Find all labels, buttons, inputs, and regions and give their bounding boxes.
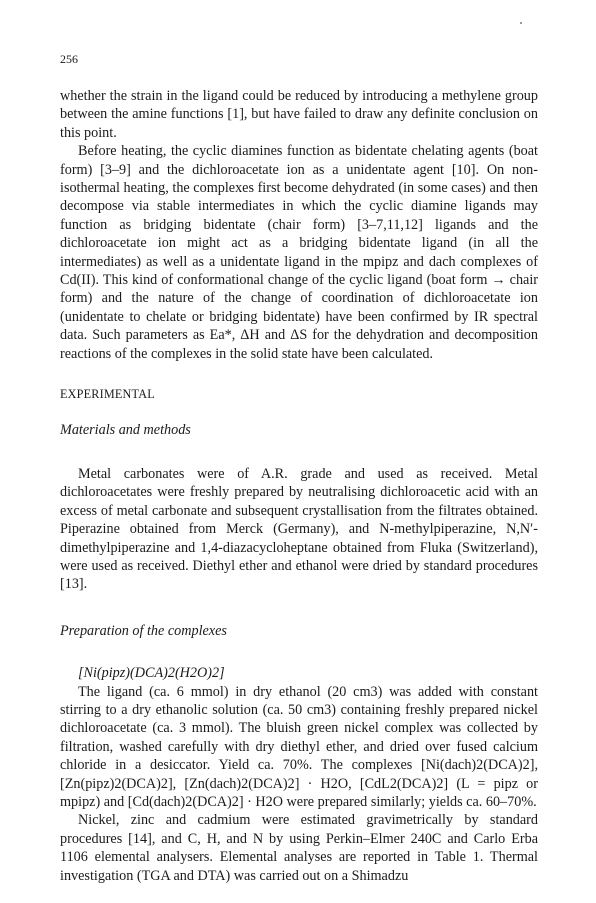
page-number: 256 bbox=[60, 52, 78, 66]
analysis-paragraph: Nickel, zinc and cadmium were estimated gravimetrically by standard procedures [14], and C, H, and N by using Perkin–Elmer 240C and Carlo Erba 1106 elemental analysers. Elemental analyses are reported in Table 1. Thermal investigation (TGA and DTA) was carried out on a Shimadzu bbox=[60, 812, 538, 884]
article-body bbox=[60, 87, 538, 885]
materials-paragraph: Metal carbonates were of A.R. grade and used as received. Metal dichloroacetates were freshly prepared by neutralising dichloroacetic acid with an excess of metal carbonate and subsequent crystallisation from the filtrates obtained. Piperazine obtained from Merck (Germany), and N-methylpiperazine, N,N′-dimethylpiperazine and 1,4-diazacycloheptane obtained from Fluka (Switzerland), were used as received. Diethyl ether and ethanol were dried by standard procedures [13]. bbox=[60, 465, 538, 593]
preparation-heading: Preparation of the complexes bbox=[60, 622, 227, 639]
materials-methods-heading: Materials and methods bbox=[60, 421, 191, 438]
print-speck bbox=[520, 22, 522, 24]
intro-paragraph-continued: whether the strain in the ligand could be reduced by introducing a methylene group between the amine functions [1], but have failed to draw any definite conclusion on this point. bbox=[60, 88, 538, 141]
nickel-compound-heading: [Ni(pipz)(DCA)2(H2O)2] bbox=[78, 665, 225, 682]
experimental-heading: EXPERIMENTAL bbox=[60, 387, 155, 402]
preparation-paragraph: The ligand (ca. 6 mmol) in dry ethanol (20 cm3) was added with constant stirring to a dry ethanolic solution (ca. 50 cm3) containing freshly prepared nickel dichloroacetate (ca. 3 mmol). The bluish green nickel complex was collected by filtration, washed carefully with dry diethyl ether, and dried over fused calcium chloride in a desiccator. Yield ca. 70%. The complexes [Ni(dach)2(DCA)2], [Zn(pipz)2(DCA)2], [Zn(dach)2(DCA)2] · H2O, [CdL2(DCA)2] (L = pipz or mpipz) and [Cd(dach)2(DCA)2] · H2O were prepared similarly; yields ca. 60–70%. bbox=[60, 683, 538, 810]
intro-paragraph-ligand-behaviour: Before heating, the cyclic diamines function as bidentate chelating agents (boat form) [3–9] and the dichloroacetate ion as a unidentate agent [10]. On non-isothermal heating, the complexes first become dehydrated (in some cases) and then decompose via stable intermediates in which the cyclic diamine ligands may function as bridging bidentate (chair form) [3–7,11,12] ligands and the dichloroacetate ion might act as a bridging bidentate ligand (in all the intermediates) as well as a unidentate ligand in the mpipz and dach complexes of Cd(II). This kind of conformational change of the cyclic ligand (boat form → chair form) and the nature of the change of coordination of dichloroacetate ion (unidentate to chelate or bridging bidentate) have been confirmed by IR spectral data. Such parameters as Ea*, ΔH and ΔS for the dehydration and decomposition reactions of the complexes in the solid state have been calculated. bbox=[60, 143, 538, 362]
